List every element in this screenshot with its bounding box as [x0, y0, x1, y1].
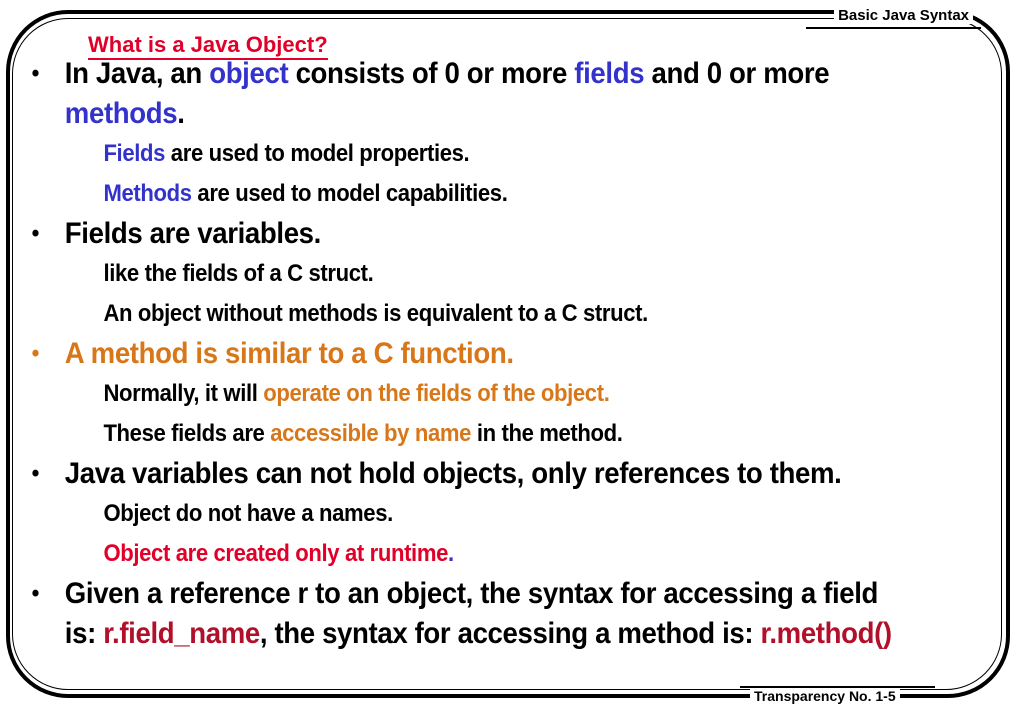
- bullet-icon: •: [31, 580, 40, 607]
- text-run: , the syntax for accessing a method is:: [259, 617, 761, 650]
- text-run: In Java, an: [64, 57, 210, 90]
- text-run: methods: [64, 97, 178, 130]
- text-run: An object without methods is equivalent to a C struct.: [103, 300, 648, 327]
- text-run: Java variables can not hold objects, only references to them.: [64, 457, 842, 490]
- text-run: are used to model properties.: [165, 140, 470, 167]
- text-run: Given a reference r to an object, the syntax for accessing a field: [64, 577, 879, 610]
- text-run: .: [177, 97, 185, 130]
- sub-bullet-item: [28, 174, 925, 214]
- text-run: Methods: [103, 180, 192, 207]
- text-run: A method is similar to a C function.: [64, 337, 514, 370]
- bullet-icon: •: [31, 60, 40, 87]
- text-run: .: [448, 540, 454, 567]
- text-run: is:: [64, 617, 104, 650]
- header-rule: [806, 27, 981, 29]
- bullet-item: [28, 334, 925, 374]
- text-run: Object are created only at runtime: [103, 540, 449, 567]
- bullet-item: [28, 454, 925, 494]
- text-run: are used to model capabilities.: [191, 180, 508, 207]
- bullet-item: [28, 214, 925, 254]
- sub-bullet-item: [28, 134, 925, 174]
- text-run: object: [209, 57, 289, 90]
- bullet-icon: •: [31, 340, 40, 367]
- text-run: accessible by name: [270, 420, 472, 447]
- text-run: Object do not have a names.: [103, 500, 393, 527]
- sub-bullet-item: [28, 294, 925, 334]
- text-run: These fields are: [103, 420, 271, 447]
- sub-bullet-item: [28, 414, 925, 454]
- text-run: r.method(): [760, 617, 892, 650]
- text-run: Fields: [103, 140, 166, 167]
- text-run: fields: [574, 57, 645, 90]
- bullet-icon: •: [31, 460, 40, 487]
- text-run: in the method.: [471, 420, 623, 447]
- bullet-icon: •: [31, 220, 40, 247]
- bullet-item: [28, 54, 925, 134]
- text-run: like the fields of a C struct.: [103, 260, 374, 287]
- footer-label: Transparency No. 1-5: [750, 688, 900, 704]
- text-run: consists of 0 or more: [288, 57, 575, 90]
- header-label: Basic Java Syntax: [834, 7, 973, 24]
- sub-bullet-item: [28, 494, 925, 534]
- sub-bullet-item: [28, 534, 925, 574]
- slide-content: [28, 54, 1003, 654]
- sub-bullet-item: [28, 374, 925, 414]
- text-run: Normally, it will: [103, 380, 264, 407]
- text-run: Fields are variables.: [64, 217, 321, 250]
- text-run: operate on the fields of the object.: [263, 380, 610, 407]
- text-run: and 0 or more: [644, 57, 830, 90]
- sub-bullet-item: [28, 254, 925, 294]
- bullet-item: [28, 574, 925, 654]
- text-run: r.field_name: [103, 617, 260, 650]
- slide-title: What is a Java Object?: [88, 32, 328, 60]
